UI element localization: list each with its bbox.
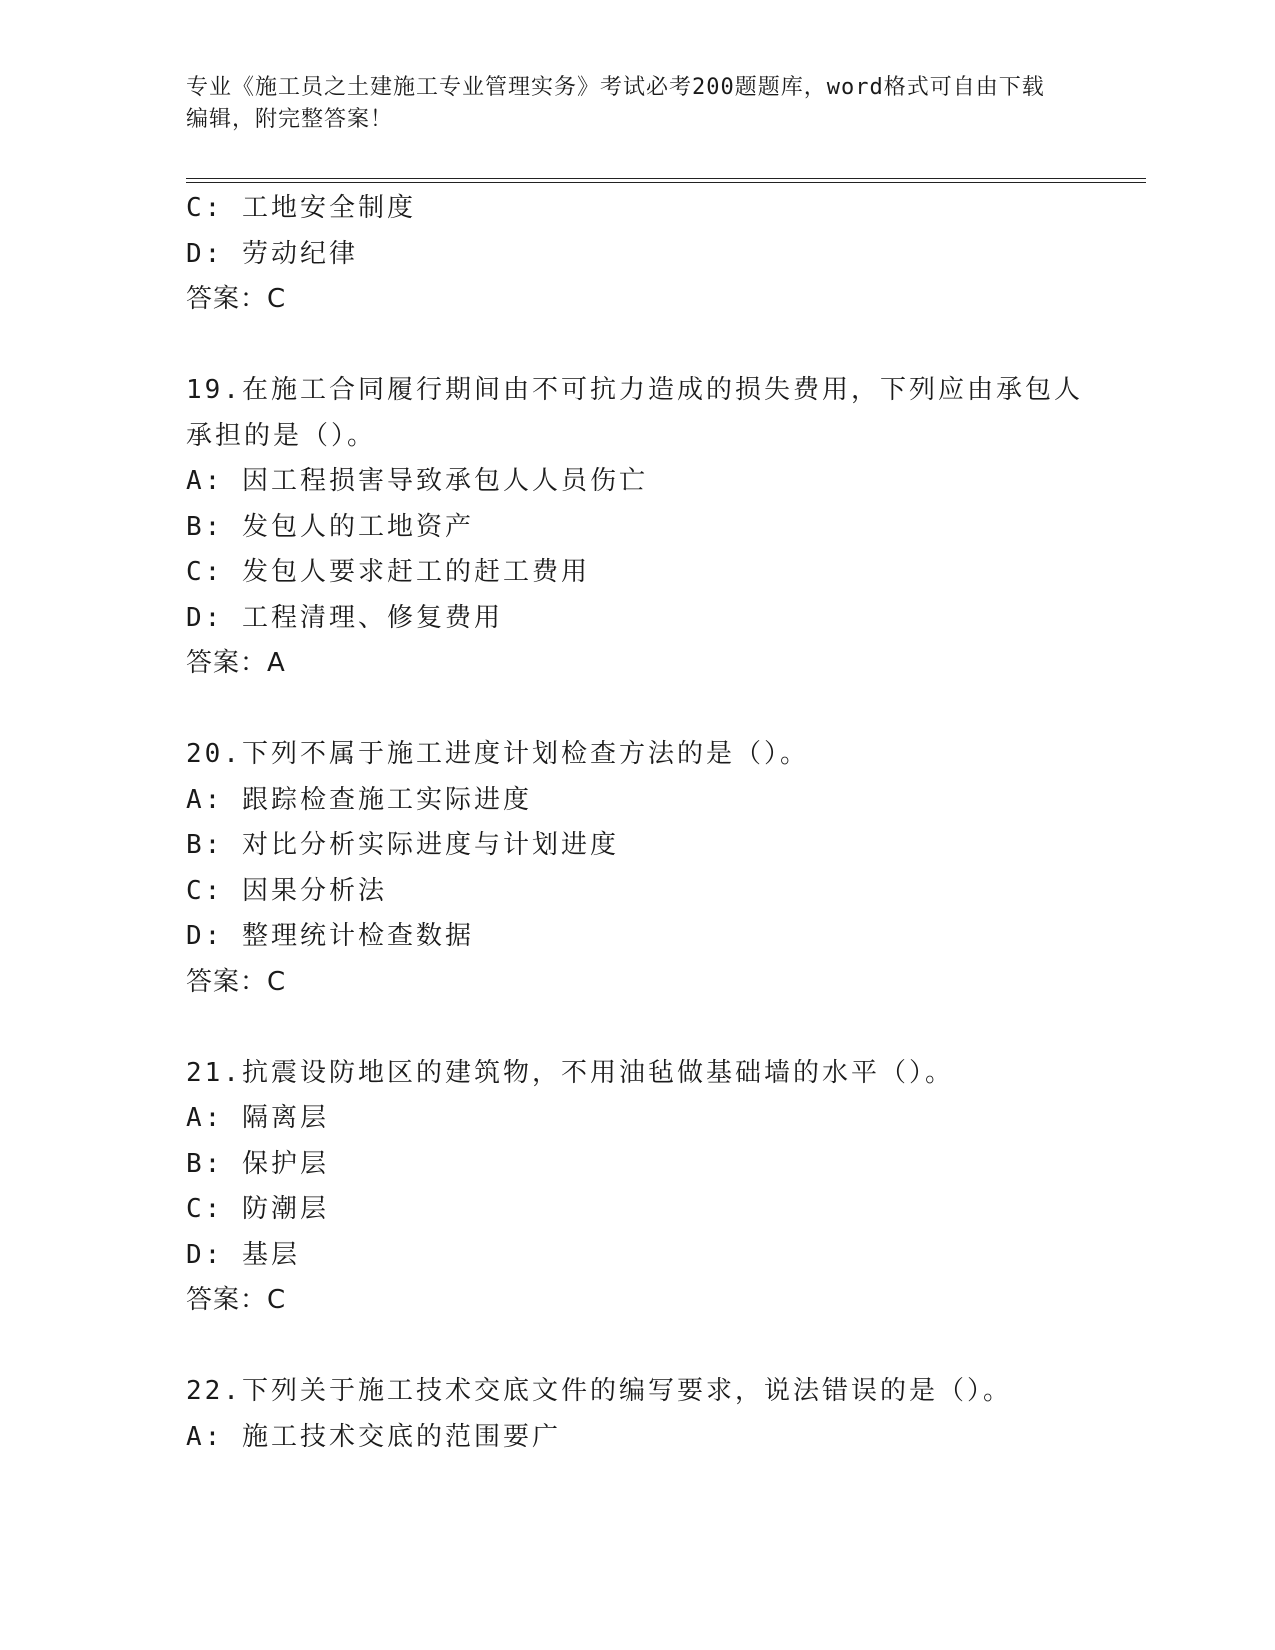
option-text: 工地安全制度 (241, 193, 416, 223)
question-21 (186, 1051, 1086, 1324)
option-c (186, 1187, 1086, 1233)
option-label: D: (186, 602, 224, 633)
option-label: B: (186, 830, 224, 860)
option-label: A: (186, 1103, 224, 1133)
spacer (186, 1324, 1086, 1370)
option-text: 隔离层 (241, 1103, 329, 1133)
spacer (186, 1005, 1086, 1051)
answer-line: 答案：C (186, 284, 287, 314)
option-label: D: (186, 238, 224, 269)
question-list (186, 186, 1086, 1460)
option-text: 发包人的工地资产 (241, 511, 474, 542)
option-text: 因果分析法 (241, 875, 387, 906)
question-stem: 20.下列不属于施工进度计划检查方法的是（）。 (186, 739, 809, 769)
option-text: 劳动纪律 (241, 238, 358, 269)
option-a (186, 1415, 1086, 1461)
header-divider-bottom (186, 182, 1146, 183)
option-label: A: (186, 466, 224, 496)
option-c (186, 550, 1086, 596)
option-a (186, 1096, 1086, 1142)
option-text: 对比分析实际进度与计划进度 (241, 830, 619, 860)
option-label: B: (186, 511, 224, 542)
option-text: 防潮层 (241, 1194, 329, 1224)
header-divider-top (186, 178, 1146, 179)
document-header (186, 72, 1066, 136)
answer-line: 答案：A (186, 648, 286, 678)
option-text: 工程清理、修复费用 (241, 602, 503, 633)
option-label: B: (186, 1148, 224, 1179)
question-stem: 22.下列关于施工技术交底文件的编写要求，说法错误的是（）。 (186, 1376, 1012, 1406)
question-22 (186, 1369, 1086, 1460)
option-label: A: (186, 1421, 224, 1452)
option-text: 基层 (241, 1239, 300, 1270)
question-20 (186, 732, 1086, 1005)
option-c (186, 186, 1086, 232)
question-stem: 19.在施工合同履行期间由不可抗力造成的损失费用，下列应由承包人承担的是（）。 (186, 375, 1083, 451)
option-label: A: (186, 784, 224, 815)
option-text: 发包人要求赶工的赶工费用 (241, 557, 590, 587)
option-label: C: (186, 557, 224, 587)
option-c (186, 869, 1086, 915)
answer-line: 答案：C (186, 966, 287, 997)
option-text: 保护层 (241, 1148, 329, 1179)
option-label: C: (186, 1194, 224, 1224)
option-label: D: (186, 1239, 224, 1270)
option-d (186, 914, 1086, 960)
document-title: 专业《施工员之土建施工专业管理实务》考试必考200题题库，word格式可自由下载编辑，附完整答案！ (186, 75, 1045, 132)
option-text: 整理统计检查数据 (241, 921, 474, 951)
option-text: 施工技术交底的范围要广 (241, 1421, 561, 1452)
option-label: D: (186, 921, 224, 951)
option-b (186, 823, 1086, 869)
option-d (186, 596, 1086, 642)
option-b (186, 1142, 1086, 1188)
question-stem: 21.抗震设防地区的建筑物，不用油毡做基础墙的水平（）。 (186, 1057, 954, 1088)
spacer (186, 687, 1086, 733)
option-b (186, 505, 1086, 551)
answer-line: 答案：C (186, 1285, 287, 1315)
option-d (186, 1233, 1086, 1279)
question-19 (186, 368, 1086, 687)
option-a (186, 459, 1086, 505)
option-d (186, 232, 1086, 278)
option-a (186, 778, 1086, 824)
option-text: 跟踪检查施工实际进度 (241, 784, 532, 815)
spacer (186, 323, 1086, 369)
question-18-continued (186, 186, 1086, 323)
option-text: 因工程损害导致承包人人员伤亡 (241, 466, 648, 496)
option-label: C: (186, 875, 224, 906)
option-label: C: (186, 193, 224, 223)
